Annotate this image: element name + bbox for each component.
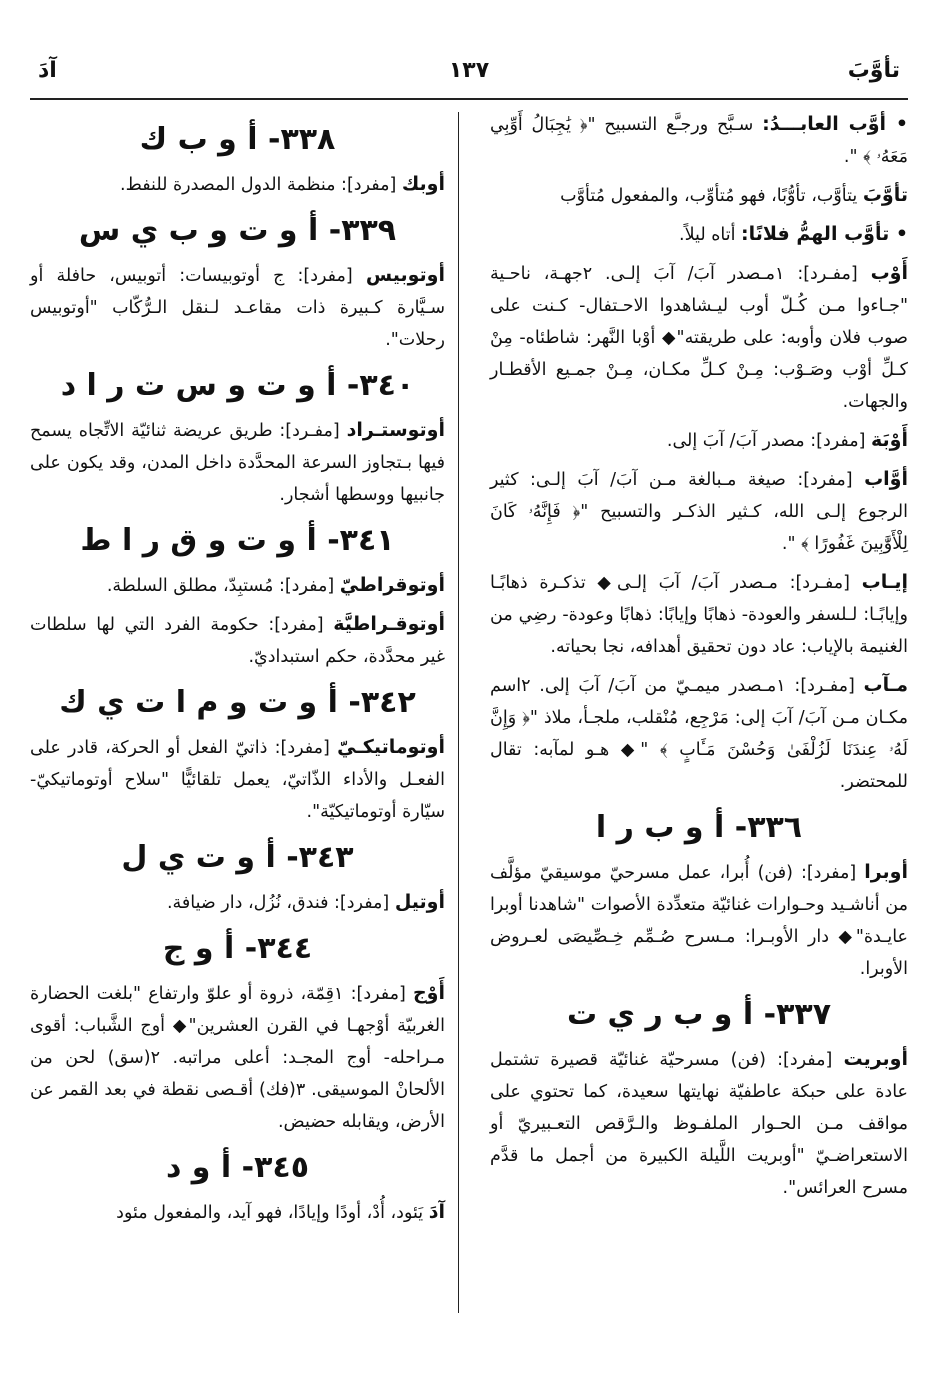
header-guide-word-first: تأوَّبَ bbox=[847, 58, 900, 83]
root-heading: ٣٣٦- أ و ب ر ا bbox=[595, 810, 803, 845]
entry-paragraph bbox=[490, 424, 908, 457]
right-column bbox=[490, 108, 908, 1343]
dictionary-entry bbox=[490, 179, 908, 212]
dictionary-entry bbox=[30, 414, 445, 511]
dictionary-entry bbox=[490, 424, 908, 457]
entry-paragraph bbox=[490, 669, 908, 798]
entry-headword: تأوَّبَ bbox=[862, 184, 908, 206]
entry-headword: • تأوَّب الهمُّ فلانًا: bbox=[741, 223, 908, 245]
entry-definition: أتاه ليلاً. bbox=[679, 225, 742, 245]
entry-paragraph bbox=[490, 108, 908, 173]
entry-paragraph bbox=[490, 856, 908, 985]
entry-headword: إيـاب bbox=[861, 571, 908, 593]
entry-paragraph bbox=[30, 886, 445, 919]
entry-paragraph bbox=[30, 569, 445, 602]
dictionary-entry bbox=[30, 168, 445, 201]
dictionary-entry bbox=[490, 856, 908, 985]
left-column bbox=[30, 108, 445, 1343]
entry-definition: [مفرد]: مُستبِدّ، مطلق السلطة. bbox=[106, 576, 340, 596]
entry-definition: [مفـرد]: ١مـصدر ميمـيّ من آبَ/ آبَ إلى. ٢اسم مكـان مـن آبَ/ آبَ إلى: مَرْجِع، مُنْقلب، ملجـأ، ملاذ "﴿ وَإِنَّ لَهُۥ عِندَنَا لَزُلْفَىٰ وَحُسْنَ مَـَٔابٍ ﴾ "◆ هـو لمآبه: تقال للمحتضر. bbox=[490, 676, 908, 792]
entry-headword: أَوْب bbox=[870, 262, 908, 284]
entry-headword: أوتوبيس bbox=[365, 264, 445, 286]
root-heading: ٣٣٧- أ و ب ر ي ت bbox=[566, 997, 832, 1032]
page-number: ١٣٧ bbox=[448, 58, 490, 83]
root-heading: ٣٤٤- أ و ج bbox=[162, 931, 313, 966]
dictionary-entry bbox=[30, 569, 445, 602]
entry-headword: أَوْبَة bbox=[871, 429, 908, 451]
entry-paragraph bbox=[30, 731, 445, 828]
dictionary-entry bbox=[490, 669, 908, 798]
entry-paragraph bbox=[490, 1043, 908, 1204]
entry-paragraph bbox=[30, 414, 445, 511]
root-heading: ٣٣٨- أ و ب ك bbox=[139, 122, 336, 157]
dictionary-entry bbox=[490, 218, 908, 251]
entry-definition: [مفرد]: (فن) أُبرا، عمل مسرحيّ موسيقيّ مؤلَّف من أناشـيد وحـوارات غنائيّة متعدِّدة الأصوات "شاهدنا أوبرا عايـدة"◆ دار الأوبـرا: مـسرح صُـمِّم خِـصِّيصَى لعـروض الأوبرا. bbox=[490, 863, 908, 979]
entry-headword: آدَ bbox=[428, 1201, 445, 1223]
entry-headword: أوتيل bbox=[394, 891, 445, 913]
dictionary-entry bbox=[30, 1196, 445, 1229]
entry-definition: [مفـرد]: ١مـصدر آبَ/ آبَ إلـى. ٢جهـة، ناحـية "جـاءوا مـن كُـلّ أوب ليـشاهدوا الاحـتفال- كـنت على صوب فلان وأوبه: على طريقته"◆ أوْبا النَّهر: شاطئاه- مِنْ كـلِّ أوْب وصَـوْب: مِـنْ كـلِّ مكـان، مِـنْ جمـيع الأقطـار والجهات. bbox=[490, 264, 908, 412]
entry-definition: [مفرد]: منظمة الدول المصدرة للنفط. bbox=[120, 175, 402, 195]
root-heading: ٣٤٥- أ و د bbox=[165, 1150, 310, 1185]
dictionary-entry bbox=[490, 257, 908, 418]
entry-definition: يتأوَّب، تأوُّبًا، فهو مُتأوِّب، والمفعول مُتأوَّب bbox=[560, 186, 863, 206]
entry-headword: • أوَّب العابـــدُ: bbox=[762, 113, 908, 135]
entry-definition: [مفـرد]: مـصدر آبَ/ آبَ إلـى◆ تذكـرة ذهابًـا وإيابًـا: لـلسفر والعودة- ذهابًا وإيابًا: ذهابًا وعودة- رضِي من الغنيمة بالإياب: عاد دون تحقيق أهدافه، نجا بحياته. bbox=[490, 573, 908, 657]
entry-headword: أوتوقراطيّ bbox=[339, 574, 445, 596]
entry-headword: أوبك bbox=[401, 173, 445, 195]
entry-definition: [مفرد]: ذاتيّ الفعل أو الحركة، قادر على الفعـل والأداء الذّاتيّ، يعمل تلقائيًّا "سلاح أوتوماتيكيّ- سيّارة أوتوماتيكيّة". bbox=[30, 738, 445, 822]
page-header bbox=[30, 58, 908, 100]
dictionary-entry bbox=[490, 108, 908, 173]
entry-definition: [مفرد]: صيغة مـبالغة مـن آبَ/ آبَ إلـى: كثير الرجوع إلـى الله، كـثير الذكـر والتسبيح "﴿ فَإِنَّهُۥ كَانَ لِلْأَوَّٰبِينَ غَفُورًا ﴾ ". bbox=[490, 470, 908, 554]
entry-paragraph bbox=[490, 179, 908, 212]
dictionary-entry bbox=[490, 463, 908, 560]
entry-definition: [مفـرد]: طريق عريضة ثنائيّة الاتِّجاه يسمح فيها بـتجاوز السرعة المحدَّدة داخل المدن، وقد يكون على جانبيها ووسطها أشجار. bbox=[30, 421, 445, 505]
dictionary-entry bbox=[30, 731, 445, 828]
entry-headword: أوتوستـراد bbox=[346, 419, 445, 441]
dictionary-entry bbox=[30, 608, 445, 673]
entry-definition: [مفرد]: مصدر آبَ/ آبَ إلى. bbox=[666, 431, 872, 451]
entry-headword: أوبرا bbox=[864, 861, 908, 883]
entry-paragraph bbox=[490, 566, 908, 663]
entry-headword: أوتوماتيكـيّ bbox=[337, 736, 445, 758]
column-divider bbox=[458, 112, 459, 1313]
entry-definition: [مفرد]: (فن) مسرحيّة غنائيّة قصيرة تشتمل عادة على حبكة عاطفيّة نهايتها سعيدة، كما تحتوي على مواقف مـن الحـوار الملفـوظ والـرَّقص التعـبيريّ أو الاستعراضـيّ "أوبريت اللَّيلة الكبيرة من أجمل ما قدَّم مسرح العرائس". bbox=[490, 1050, 908, 1198]
entry-paragraph bbox=[490, 218, 908, 251]
dictionary-entry bbox=[490, 566, 908, 663]
entry-headword: أوَّاب bbox=[864, 468, 908, 490]
entry-paragraph bbox=[30, 168, 445, 201]
root-heading: ٣٤٠- أ و ت و س ت ر ا د bbox=[60, 368, 415, 403]
entry-paragraph bbox=[30, 977, 445, 1138]
root-heading: ٣٤٣- أ و ت ي ل bbox=[121, 840, 354, 875]
header-guide-word-last: آدَ bbox=[38, 58, 57, 83]
root-heading: ٣٤٢- أ و ت و م ا ت ي ك bbox=[59, 685, 416, 720]
dictionary-entry bbox=[30, 977, 445, 1138]
entry-paragraph bbox=[30, 1196, 445, 1229]
entry-headword: أوبريت bbox=[843, 1048, 908, 1070]
root-heading: ٣٣٩- أ و ت و ب ي س bbox=[78, 213, 397, 248]
root-heading: ٣٤١- أ و ت و ق ر ا ط bbox=[80, 523, 395, 558]
entry-paragraph bbox=[30, 608, 445, 673]
entry-headword: أَوْج bbox=[412, 982, 445, 1004]
entry-definition: [مفرد]: ١قِمّة، ذروة أو علوّ وارتفاع "بلغت الحضارة الغربيّة أوْجهـا في القرن العشرين"◆ أوج الشَّباب: أقوى مـراحله- أوج المجـد: أعلى مراتبه. ٢(سق) لحن من الألحانْ الموسيقى. ٣(فك) أقـصى نقطة في بعد القمر عن الأرض، ويقابله حضيض. bbox=[30, 984, 445, 1132]
dictionary-entry bbox=[30, 259, 445, 356]
entry-headword: مـآب bbox=[863, 674, 908, 696]
dictionary-entry bbox=[30, 886, 445, 919]
entry-paragraph bbox=[490, 257, 908, 418]
entry-headword: أوتوقـراطيَّة bbox=[333, 613, 445, 635]
entry-definition: سـبَّح ورجـَّع التسبيح "﴿ يَٰجِبَالُ أَوِّبِي مَعَهُۥ ﴾ ". bbox=[490, 115, 908, 167]
entry-paragraph bbox=[490, 463, 908, 560]
dictionary-entry bbox=[490, 1043, 908, 1204]
entry-definition: [مفرد]: ج أوتوبيسات: أتوبيس، حافلة أو سـيَّارة كـبيرة ذات مقاعـد لـنقل الـرُّكّاب "أوتوبيس رحلات". bbox=[30, 266, 445, 350]
entry-definition: [مفرد]: حكومة الفرد التي لها سلطات غير محدَّدة، حكم استبداديّ. bbox=[30, 615, 445, 667]
entry-paragraph bbox=[30, 259, 445, 356]
entry-definition: يَئود، أُدْ، أودًا وإيادًا، فهو آيد، والمفعول مئود bbox=[116, 1203, 429, 1223]
entry-definition: [مفرد]: فندق، نُزُل، دار ضيافة. bbox=[166, 893, 395, 913]
